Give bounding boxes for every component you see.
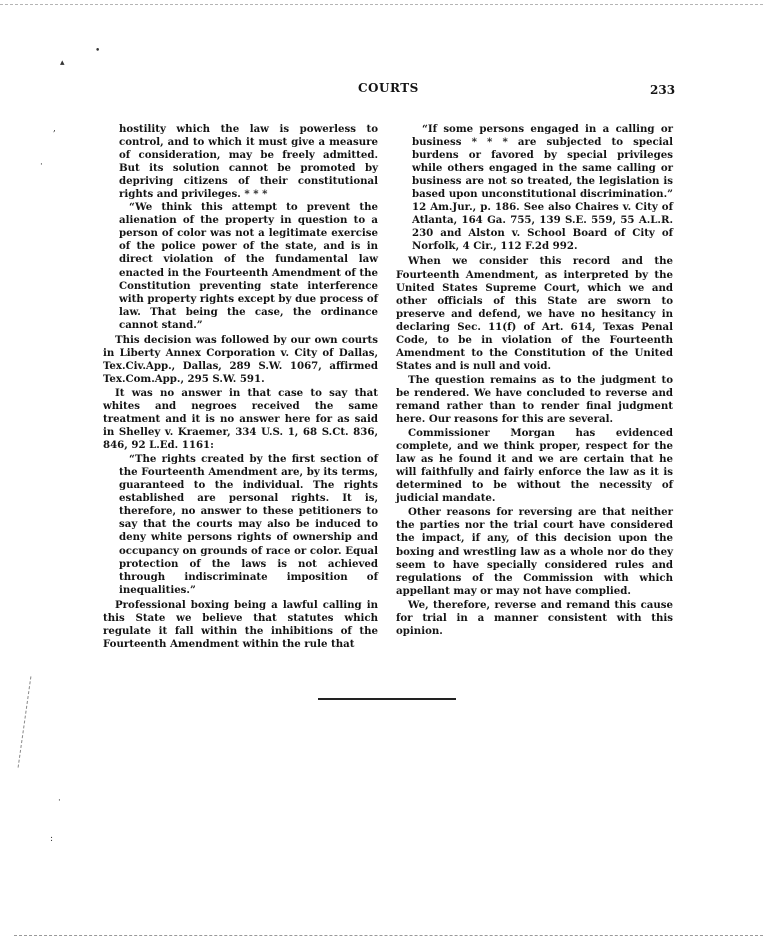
left-text-column [103,123,378,652]
quote-paragraph: “We think this attempt to prevent the alienation of the property in question to a person of color was not a legitimate exercise of the police power of the state, and is in direct violation of the fundamental law enacted in the Fourteenth Amendment of the Constitution preventing state interference with property rights except by due process of law. That being the case, the ordinance cannot stand.” [119,201,378,331]
scan-bottom-border [14,935,763,936]
body-paragraph: The question remains as to the judgment to be rendered. We have concluded to reverse and remand rather than to render final judgment here. Our reasons for this are several. [396,373,673,426]
body-paragraph: When we consider this record and the Fourteenth Amendment, as interpreted by the United States Supreme Court, which we and other officials of this State are sworn to preserve and defend, we have no hesitancy in declaring Sec. 11(f) of Art. 614, Texas Penal Code, to be in violation of the Fourteenth Amendment to the Constitution of the United States and is null and void. [396,255,673,372]
running-header-title: COURTS [358,81,419,95]
block-quote [119,453,378,597]
scan-speck: · [40,160,43,170]
body-paragraph: We, therefore, reverse and remand this cause for trial in a manner consistent with this opinion. [396,598,673,637]
body-paragraph: This decision was followed by our own courts in Liberty Annex Corporation v. City of Dallas, Tex.Civ.App., Dallas, 289 S.W. 1067, affirmed Tex.Com.App., 295 S.W. 591. [103,333,378,385]
quote-paragraph: “The rights created by the first section of the Fourteenth Amendment are, by its terms, guaranteed to the individual. The rights established are personal rights. It is, therefore, no answer to these petitioners to say that the courts may also be induced to deny white persons rights of ownership and occupancy on grounds of race or color. Equal protection of the laws is not achieved through indiscriminate imposition of inequalities.” [119,453,378,596]
end-of-opinion-rule [318,698,456,700]
scan-top-border [0,4,763,5]
scan-speck: , [53,124,56,134]
body-paragraph: Professional boxing being a lawful calling in this State we believe that statutes which regulate it fall within the inhibitions of the Fourteenth Amendment within the rule that [103,598,378,650]
body-paragraph: Commissioner Morgan has evidenced complete, and we think proper, respect for the law as he found it and we are certain that he will faithfully and fairly enforce the law as it is determined to be without the necessity of judicial mandate. [396,427,673,505]
scan-speck: • [95,46,101,56]
scan-speck: ▴ [60,58,65,68]
body-paragraph: Other reasons for reversing are that neither the parties nor the trial court have considered the impact, if any, of this decision upon the boxing and wrestling law as a whole nor do they seem to have specially considered rules and regulations of the Commission with which appellant may or may not have complied. [396,506,673,597]
right-text-column [396,123,673,639]
block-quote [412,123,673,253]
scan-speck: : [50,834,54,844]
scan-margin-mark [18,676,32,767]
body-paragraph: It was no answer in that case to say that whites and negroes received the same treatment and it is no answer here for as said in Shelley v. Kraemer, 334 U.S. 1, 68 S.Ct. 836, 846, 92 L.Ed. 1161: [103,386,378,452]
quote-paragraph: “If some persons engaged in a calling or business * * * are subjected to special burdens or favored by special privileges while others engaged in the same calling or business are not so treated, the legislation is based upon unconstitutional discrimination.” 12 Am.Jur., p. 186. See also Chaires v. City of Atlanta, 164 Ga. 755, 139 S.E. 559, 55 A.L.R. 230 and Alston v. School Board of City of Norfolk, 4 Cir., 112 F.2d 992. [412,123,673,253]
quote-paragraph: hostility which the law is powerless to control, and to which it must give a measure of consideration, may be freely admitted. But its solution cannot be promoted by depriving citizens of their constitutional rights and privileges. * * * [119,123,378,201]
page-number: 233 [650,83,676,97]
block-quote [119,123,378,332]
scan-speck: · [58,796,61,806]
